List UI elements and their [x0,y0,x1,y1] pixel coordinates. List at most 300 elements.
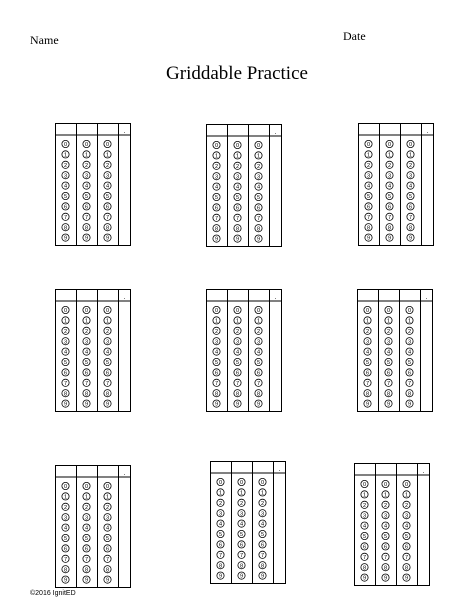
digit-bubble-label: 0 [366,142,371,149]
digit-bubble-label: 9 [214,401,219,408]
digit-bubble-label: 9 [63,577,68,584]
digit-bubble-label: 2 [105,162,110,169]
answer-entry-box[interactable] [249,290,268,300]
digit-bubble-label: 8 [84,225,89,232]
digit-bubble-label: 1 [84,152,89,159]
digit-bubble-label: 8 [386,391,391,398]
digit-bubble-label: 0 [63,308,68,315]
digit-bubble-label: 7 [239,552,244,559]
digit-bubble-label: 4 [235,349,240,356]
griddable-grid-3[interactable] [358,123,434,246]
digit-bubble-label: 8 [387,225,392,232]
digit-bubble-label: 0 [386,308,391,315]
digit-bubble-label: 9 [218,573,223,580]
digit-bubble-label: 8 [235,391,240,398]
decimal-point-marker: . [123,294,126,301]
answer-entry-box[interactable] [397,464,416,474]
digit-bubble-label: 8 [63,391,68,398]
digit-bubble-label: 1 [386,318,391,325]
grid-svg [55,465,131,588]
answer-entry-box[interactable] [56,290,75,300]
digit-bubble-label: 3 [235,339,240,346]
digit-bubble-label: 4 [260,521,265,528]
griddable-grid-2[interactable] [206,124,282,247]
digit-bubble-label: 8 [218,563,223,570]
digit-bubble-label: 9 [407,401,412,408]
digit-bubble-label: 7 [84,214,89,221]
answer-entry-box[interactable] [228,125,247,135]
digit-bubble-label: 4 [63,183,68,190]
digit-bubble-label: 9 [256,236,261,243]
digit-bubble-label: 8 [260,563,265,570]
digit-bubble-label: 4 [84,183,89,190]
answer-entry-box[interactable] [355,464,374,474]
digit-bubble-label: 4 [239,521,244,528]
answer-entry-box[interactable] [380,124,399,134]
digit-bubble-label: 1 [256,318,261,325]
grid-svg [358,123,434,246]
digit-bubble-label: 4 [362,523,367,530]
digit-bubble-label: 4 [383,523,388,530]
digit-bubble-label: 2 [84,162,89,169]
digit-bubble-label: 7 [84,556,89,563]
digit-bubble-label: 7 [387,214,392,221]
digit-bubble-label: 3 [84,339,89,346]
answer-entry-box[interactable] [207,290,226,300]
digit-bubble-label: 1 [362,492,367,499]
digit-bubble-label: 9 [235,401,240,408]
digit-bubble-label: 6 [404,544,409,551]
grid-svg [210,461,286,584]
griddable-grid-6[interactable] [357,289,433,412]
digit-bubble-label: 7 [256,215,261,222]
digit-bubble-label: 3 [383,513,388,520]
digit-bubble-label: 3 [63,515,68,522]
digit-bubble-label: 2 [214,163,219,170]
digit-bubble-label: 2 [105,328,110,335]
digit-bubble-label: 5 [407,360,412,367]
answer-entry-box[interactable] [400,290,419,300]
digit-bubble-label: 3 [239,511,244,518]
page-title: Griddable Practice [166,63,308,84]
decimal-point-marker: . [425,294,428,301]
answer-entry-box[interactable] [253,462,272,472]
digit-bubble-label: 2 [260,500,265,507]
digit-bubble-label: 7 [366,214,371,221]
digit-bubble-label: 3 [407,339,412,346]
digit-bubble-label: 3 [214,174,219,181]
digit-bubble-label: 9 [63,235,68,242]
digit-bubble-label: 5 [84,360,89,367]
name-label: Name [30,33,59,47]
digit-bubble-label: 4 [63,349,68,356]
digit-bubble-label: 5 [404,534,409,541]
digit-bubble-label: 5 [84,194,89,201]
digit-bubble-label: 6 [105,370,110,377]
digit-bubble-label: 9 [105,401,110,408]
digit-bubble-label: 1 [63,318,68,325]
answer-entry-box[interactable] [358,290,377,300]
digit-bubble-label: 6 [63,204,68,211]
grid-svg [206,124,282,247]
digit-bubble-label: 9 [383,575,388,582]
digit-bubble-label: 7 [63,380,68,387]
digit-bubble-label: 9 [366,235,371,242]
digit-bubble-label: 4 [218,521,223,528]
digit-bubble-label: 8 [362,565,367,572]
digit-bubble-label: 0 [383,482,388,489]
digit-bubble-label: 5 [386,360,391,367]
digit-bubble-label: 6 [63,546,68,553]
digit-bubble-label: 7 [63,214,68,221]
digit-bubble-label: 3 [386,339,391,346]
digit-bubble-label: 3 [365,339,370,346]
digit-bubble-label: 0 [387,142,392,149]
answer-entry-box[interactable] [401,124,420,134]
digit-bubble-label: 6 [214,370,219,377]
answer-entry-box[interactable] [98,290,117,300]
digit-bubble-label: 7 [235,215,240,222]
digit-bubble-label: 0 [239,480,244,487]
digit-bubble-label: 6 [218,542,223,549]
digit-bubble-label: 9 [63,401,68,408]
digit-bubble-label: 2 [84,504,89,511]
digit-bubble-label: 1 [63,494,68,501]
digit-bubble-label: 2 [407,328,412,335]
digit-bubble-label: 1 [387,152,392,159]
digit-bubble-label: 4 [365,349,370,356]
digit-bubble-label: 0 [84,484,89,491]
answer-entry-box[interactable] [56,124,75,134]
digit-bubble-label: 2 [256,328,261,335]
answer-entry-box[interactable] [77,466,96,476]
digit-bubble-label: 1 [256,153,261,160]
digit-bubble-label: 3 [63,173,68,180]
digit-bubble-label: 2 [214,328,219,335]
digit-bubble-label: 1 [260,490,265,497]
answer-entry-box[interactable] [249,125,268,135]
digit-bubble-label: 6 [387,204,392,211]
digit-bubble-label: 3 [84,173,89,180]
digit-bubble-label: 4 [105,525,110,532]
digit-bubble-label: 4 [256,349,261,356]
digit-bubble-label: 8 [63,567,68,574]
digit-bubble-label: 6 [235,205,240,212]
digit-bubble-label: 1 [214,153,219,160]
decimal-point-marker: . [422,468,425,475]
digit-bubble-label: 8 [404,565,409,572]
decimal-point-marker: . [123,128,126,135]
digit-bubble-label: 0 [235,143,240,150]
digit-bubble-label: 9 [239,573,244,580]
digit-bubble-label: 6 [256,370,261,377]
digit-bubble-label: 1 [383,492,388,499]
digit-bubble-label: 5 [366,194,371,201]
grid-svg [357,289,433,412]
digit-bubble-label: 6 [366,204,371,211]
digit-bubble-label: 5 [105,194,110,201]
digit-bubble-label: 4 [105,183,110,190]
digit-bubble-label: 2 [235,163,240,170]
digit-bubble-label: 3 [366,173,371,180]
digit-bubble-label: 6 [407,370,412,377]
digit-bubble-label: 6 [105,546,110,553]
digit-bubble-label: 0 [63,484,68,491]
answer-entry-box[interactable] [376,464,395,474]
digit-bubble-label: 0 [105,308,110,315]
digit-bubble-label: 0 [84,308,89,315]
digit-bubble-label: 7 [214,215,219,222]
digit-bubble-label: 7 [256,380,261,387]
answer-entry-box[interactable] [379,290,398,300]
digit-bubble-label: 8 [366,225,371,232]
digit-bubble-label: 5 [105,536,110,543]
digit-bubble-label: 8 [235,226,240,233]
digit-bubble-label: 7 [260,552,265,559]
digit-bubble-label: 5 [365,360,370,367]
digit-bubble-label: 9 [84,235,89,242]
digit-bubble-label: 0 [408,142,413,149]
digit-bubble-label: 8 [214,391,219,398]
digit-bubble-label: 8 [256,226,261,233]
digit-bubble-label: 6 [84,546,89,553]
digit-bubble-label: 6 [383,544,388,551]
grid-svg [55,289,131,412]
digit-bubble-label: 9 [84,401,89,408]
digit-bubble-label: 1 [235,153,240,160]
digit-bubble-label: 5 [235,195,240,202]
answer-entry-box[interactable] [77,290,96,300]
digit-bubble-label: 8 [239,563,244,570]
grid-svg [55,123,131,246]
answer-entry-box[interactable] [207,125,226,135]
digit-bubble-label: 4 [256,184,261,191]
digit-bubble-label: 5 [218,532,223,539]
digit-bubble-label: 2 [383,502,388,509]
digit-bubble-label: 7 [362,554,367,561]
digit-bubble-label: 1 [218,490,223,497]
digit-bubble-label: 2 [387,162,392,169]
digit-bubble-label: 7 [84,380,89,387]
digit-bubble-label: 5 [239,532,244,539]
digit-bubble-label: 6 [105,204,110,211]
digit-bubble-label: 7 [63,556,68,563]
digit-bubble-label: 3 [84,515,89,522]
digit-bubble-label: 4 [214,184,219,191]
digit-bubble-label: 9 [214,236,219,243]
digit-bubble-label: 9 [84,577,89,584]
digit-bubble-label: 8 [407,391,412,398]
digit-bubble-label: 6 [235,370,240,377]
digit-bubble-label: 3 [404,513,409,520]
digit-bubble-label: 0 [214,308,219,315]
digit-bubble-label: 4 [404,523,409,530]
digit-bubble-label: 3 [256,339,261,346]
griddable-grid-1[interactable] [55,123,131,246]
digit-bubble-label: 6 [260,542,265,549]
digit-bubble-label: 4 [386,349,391,356]
digit-bubble-label: 2 [218,500,223,507]
digit-bubble-label: 7 [383,554,388,561]
digit-bubble-label: 2 [408,162,413,169]
griddable-grid-4[interactable] [55,289,131,412]
digit-bubble-label: 4 [84,349,89,356]
answer-entry-box[interactable] [211,462,230,472]
decimal-point-marker: . [123,470,126,477]
digit-bubble-label: 8 [84,391,89,398]
digit-bubble-label: 2 [63,162,68,169]
digit-bubble-label: 0 [404,482,409,489]
digit-bubble-label: 4 [84,525,89,532]
digit-bubble-label: 2 [404,502,409,509]
digit-bubble-label: 3 [63,339,68,346]
answer-entry-box[interactable] [56,466,75,476]
digit-bubble-label: 0 [235,308,240,315]
digit-bubble-label: 9 [235,236,240,243]
digit-bubble-label: 5 [383,534,388,541]
digit-bubble-label: 5 [362,534,367,541]
digit-bubble-label: 0 [362,482,367,489]
digit-bubble-label: 5 [256,360,261,367]
digit-bubble-label: 0 [407,308,412,315]
digit-bubble-label: 6 [365,370,370,377]
digit-bubble-label: 8 [408,225,413,232]
digit-bubble-label: 5 [105,360,110,367]
digit-bubble-label: 5 [63,194,68,201]
digit-bubble-label: 3 [408,173,413,180]
digit-bubble-label: 8 [383,565,388,572]
digit-bubble-label: 5 [214,360,219,367]
digit-bubble-label: 1 [365,318,370,325]
digit-bubble-label: 7 [408,214,413,221]
digit-bubble-label: 6 [256,205,261,212]
digit-bubble-label: 1 [105,494,110,501]
digit-bubble-label: 5 [63,360,68,367]
digit-bubble-label: 9 [260,573,265,580]
digit-bubble-label: 0 [260,480,265,487]
digit-bubble-label: 0 [105,484,110,491]
digit-bubble-label: 2 [239,500,244,507]
digit-bubble-label: 5 [63,536,68,543]
digit-bubble-label: 9 [105,235,110,242]
decimal-point-marker: . [274,294,277,301]
griddable-grid-8[interactable] [210,461,286,584]
answer-entry-box[interactable] [228,290,247,300]
digit-bubble-label: 3 [218,511,223,518]
digit-bubble-label: 1 [235,318,240,325]
digit-bubble-label: 6 [214,205,219,212]
digit-bubble-label: 0 [105,142,110,149]
digit-bubble-label: 8 [105,391,110,398]
digit-bubble-label: 5 [235,360,240,367]
digit-bubble-label: 4 [235,184,240,191]
digit-bubble-label: 8 [63,225,68,232]
digit-bubble-label: 9 [404,575,409,582]
digit-bubble-label: 7 [218,552,223,559]
digit-bubble-label: 5 [84,536,89,543]
digit-bubble-label: 1 [366,152,371,159]
digit-bubble-label: 0 [256,308,261,315]
digit-bubble-label: 7 [105,380,110,387]
digit-bubble-label: 7 [404,554,409,561]
digit-bubble-label: 5 [256,195,261,202]
decimal-point-marker: . [278,466,281,473]
digit-bubble-label: 6 [84,204,89,211]
digit-bubble-label: 2 [235,328,240,335]
answer-entry-box[interactable] [98,466,117,476]
digit-bubble-label: 9 [408,235,413,242]
digit-bubble-label: 1 [84,494,89,501]
answer-entry-box[interactable] [77,124,96,134]
digit-bubble-label: 4 [63,525,68,532]
digit-bubble-label: 3 [260,511,265,518]
digit-bubble-label: 2 [105,504,110,511]
digit-bubble-label: 4 [105,349,110,356]
digit-bubble-label: 5 [408,194,413,201]
digit-bubble-label: 1 [239,490,244,497]
digit-bubble-label: 7 [407,380,412,387]
digit-bubble-label: 3 [105,339,110,346]
griddable-grid-9[interactable] [354,463,430,586]
digit-bubble-label: 3 [235,174,240,181]
griddable-grid-5[interactable] [206,289,282,412]
decimal-point-marker: . [426,128,429,135]
digit-bubble-label: 3 [256,174,261,181]
copyright-text: ©2016 IgnitED [30,590,76,597]
digit-bubble-label: 2 [365,328,370,335]
digit-bubble-label: 2 [63,504,68,511]
digit-bubble-label: 2 [362,502,367,509]
digit-bubble-label: 7 [365,380,370,387]
digit-bubble-label: 0 [214,143,219,150]
digit-bubble-label: 3 [387,173,392,180]
digit-bubble-label: 1 [407,318,412,325]
digit-bubble-label: 3 [214,339,219,346]
digit-bubble-label: 0 [365,308,370,315]
digit-bubble-label: 6 [386,370,391,377]
answer-entry-box[interactable] [359,124,378,134]
digit-bubble-label: 9 [387,235,392,242]
digit-bubble-label: 1 [404,492,409,499]
digit-bubble-label: 2 [386,328,391,335]
digit-bubble-label: 1 [105,318,110,325]
digit-bubble-label: 9 [105,577,110,584]
digit-bubble-label: 7 [105,214,110,221]
digit-bubble-label: 8 [84,567,89,574]
decimal-point-marker: . [274,129,277,136]
digit-bubble-label: 6 [239,542,244,549]
digit-bubble-label: 7 [105,556,110,563]
digit-bubble-label: 1 [408,152,413,159]
digit-bubble-label: 4 [387,183,392,190]
digit-bubble-label: 1 [214,318,219,325]
digit-bubble-label: 7 [235,380,240,387]
digit-bubble-label: 0 [63,142,68,149]
digit-bubble-label: 9 [362,575,367,582]
digit-bubble-label: 0 [256,143,261,150]
answer-entry-box[interactable] [232,462,251,472]
digit-bubble-label: 2 [84,328,89,335]
digit-bubble-label: 1 [63,152,68,159]
digit-bubble-label: 0 [84,142,89,149]
digit-bubble-label: 9 [386,401,391,408]
answer-entry-box[interactable] [98,124,117,134]
digit-bubble-label: 3 [105,515,110,522]
digit-bubble-label: 2 [366,162,371,169]
griddable-grid-7[interactable] [55,465,131,588]
digit-bubble-label: 4 [407,349,412,356]
digit-bubble-label: 8 [214,226,219,233]
